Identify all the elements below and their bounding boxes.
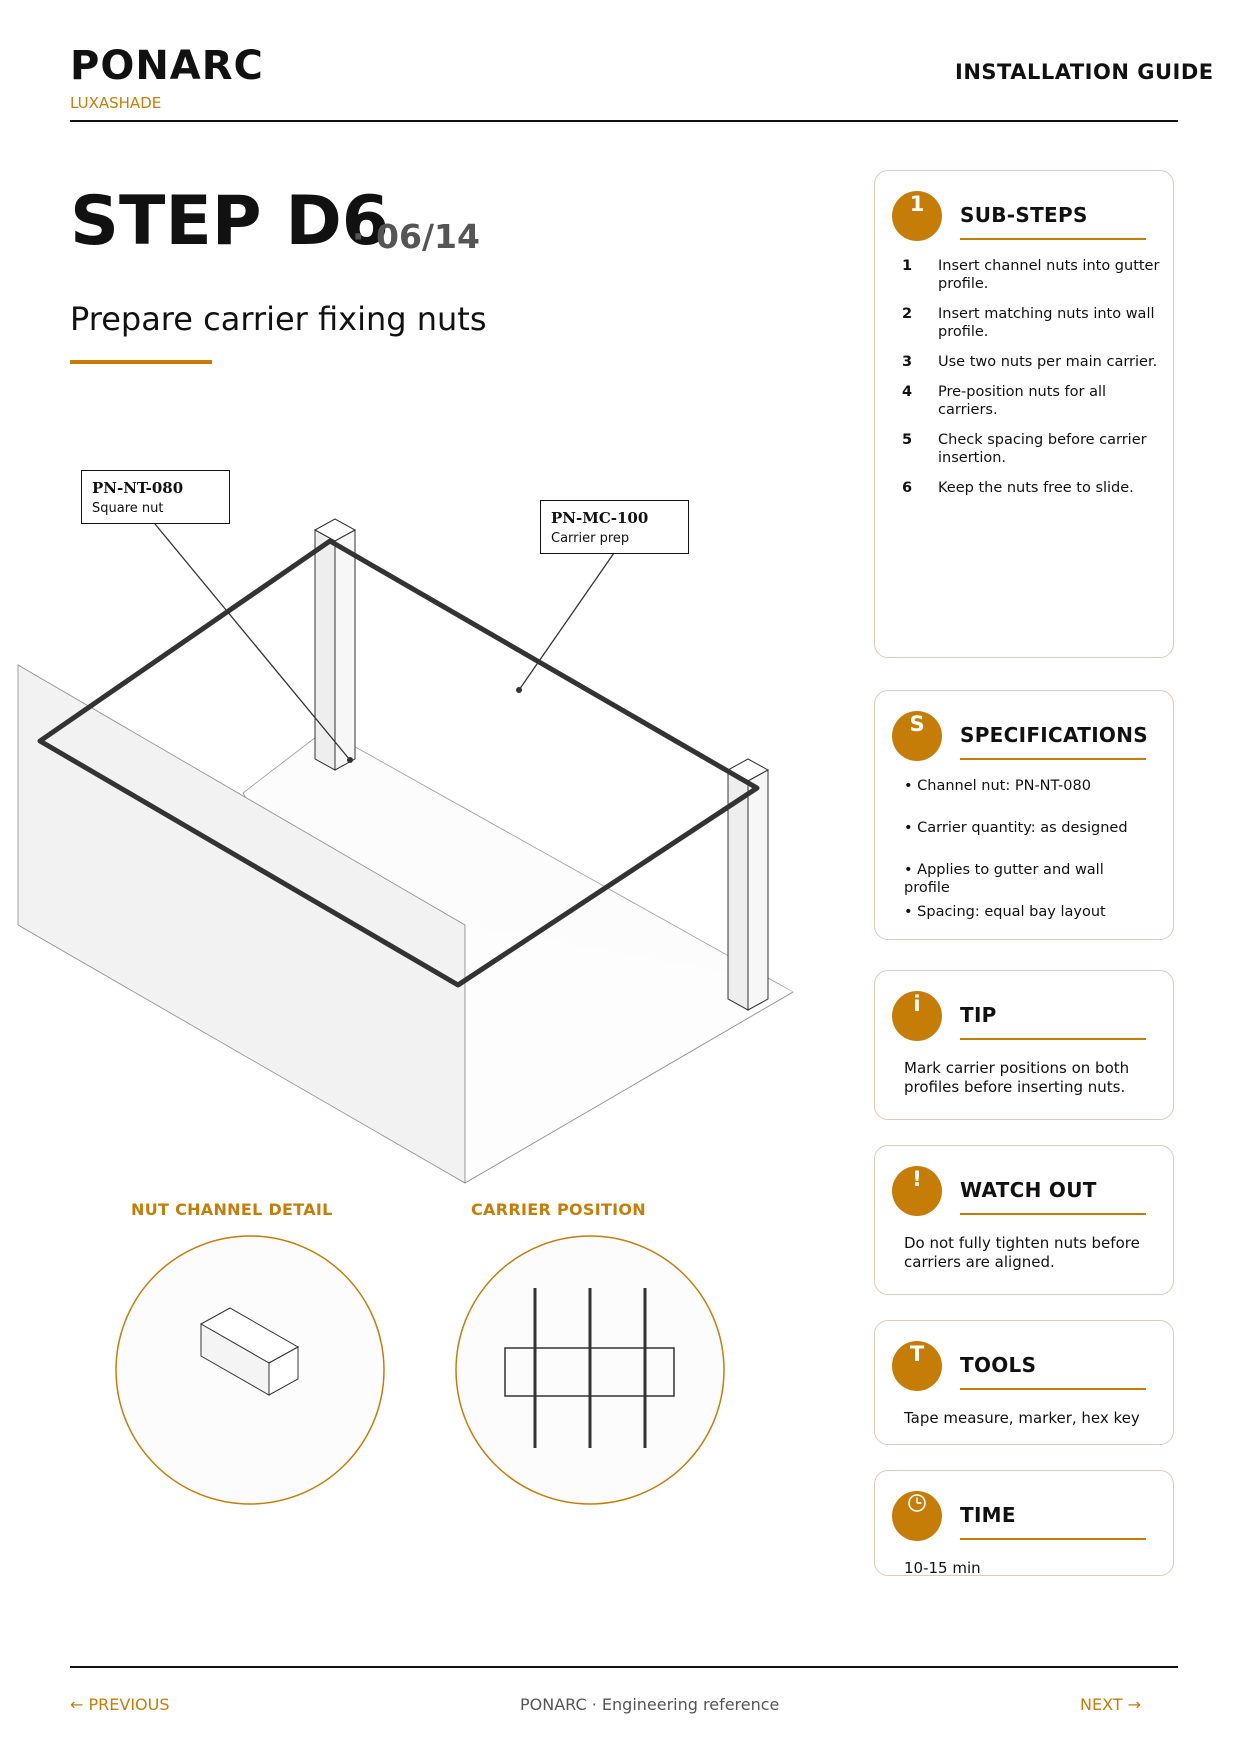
card-title: TIME <box>960 1503 1016 1527</box>
time-text: 10-15 min <box>904 1559 981 1577</box>
tip-text: Mark carrier positions on both profiles before inserting nuts. <box>904 1059 1130 1096</box>
callout-description: Carrier prep <box>551 531 630 546</box>
tools-icon: T <box>892 1341 942 1391</box>
time-card <box>874 1470 1174 1576</box>
card-title-underline <box>960 758 1146 760</box>
substep-number: 5 <box>902 432 913 448</box>
specifications-card <box>874 690 1174 940</box>
previous-link[interactable]: ← PREVIOUS <box>70 1695 170 1714</box>
list-item: • Spacing: equal bay layout <box>904 904 1106 920</box>
specifications-list <box>904 777 1154 921</box>
card-title: TIP <box>960 1003 997 1027</box>
tip-card <box>874 970 1174 1120</box>
step-subtitle: Prepare carrier fixing nuts <box>70 300 487 338</box>
list-item <box>902 431 1162 467</box>
card-title-underline <box>960 238 1146 240</box>
substep-text: Check spacing before carrier insertion. <box>938 432 1147 466</box>
carrier-position-detail <box>452 1232 728 1508</box>
callout-carrier-prep <box>540 500 689 554</box>
tools-card <box>874 1320 1174 1445</box>
brand-subtitle: LUXASHADE <box>70 94 162 112</box>
guide-label: INSTALLATION GUIDE <box>955 60 1214 84</box>
substep-text: Insert matching nuts into wall profile. <box>938 306 1155 340</box>
card-title-underline <box>960 1388 1146 1390</box>
card-title-underline <box>960 1538 1146 1540</box>
list-item <box>902 353 1162 371</box>
title-accent-bar <box>70 360 212 364</box>
substeps-list <box>902 257 1162 509</box>
substep-number: 3 <box>902 354 913 370</box>
back-post <box>315 519 355 770</box>
brand-name: PONARC <box>70 43 264 89</box>
specification-icon: S <box>892 711 942 761</box>
substep-number: 2 <box>902 306 913 322</box>
step-counter: · 06/14 <box>352 217 480 256</box>
step-title: STEP D6 <box>70 182 390 261</box>
list-item <box>902 479 1162 497</box>
list-item <box>902 257 1162 293</box>
substep-text: Keep the nuts free to slide. <box>938 480 1134 496</box>
step-number-icon: 1 <box>892 191 942 241</box>
list-item <box>902 383 1162 419</box>
callout-square-nut <box>81 470 230 524</box>
substep-text: Pre-position nuts for all carriers. <box>938 384 1107 418</box>
next-link[interactable]: NEXT → <box>1080 1695 1142 1714</box>
substep-text: Insert channel nuts into gutter profile. <box>938 258 1160 292</box>
nut-channel-detail-label: NUT CHANNEL DETAIL <box>131 1200 333 1219</box>
substep-number: 4 <box>902 384 913 400</box>
card-title-underline <box>960 1213 1146 1215</box>
clock-icon <box>892 1491 942 1541</box>
substeps-card <box>874 170 1174 658</box>
nut-channel-detail <box>112 1232 388 1508</box>
card-title: SPECIFICATIONS <box>960 723 1148 747</box>
card-title: TOOLS <box>960 1353 1037 1377</box>
card-title: SUB-STEPS <box>960 203 1088 227</box>
list-item: • Applies to gutter and wall profile <box>904 862 1104 896</box>
callout-code: PN-MC-100 <box>551 509 649 527</box>
brand-block <box>70 44 264 112</box>
list-item: • Carrier quantity: as designed <box>904 820 1128 836</box>
carrier-position-label: CARRIER POSITION <box>471 1200 647 1219</box>
tools-text: Tape measure, marker, hex key <box>904 1409 1140 1427</box>
header-divider <box>70 120 1178 122</box>
substep-number: 1 <box>902 258 913 274</box>
callout-description: Square nut <box>92 501 164 516</box>
watch-out-card <box>874 1145 1174 1295</box>
substep-text: Use two nuts per main carrier. <box>938 354 1158 370</box>
footer-reference: PONARC · Engineering reference <box>520 1695 780 1714</box>
callout-code: PN-NT-080 <box>92 479 184 497</box>
card-title-underline <box>960 1038 1146 1040</box>
substep-number: 6 <box>902 480 913 496</box>
card-title: WATCH OUT <box>960 1178 1097 1202</box>
list-item: • Channel nut: PN-NT-080 <box>904 778 1091 794</box>
warning-icon: ! <box>892 1166 942 1216</box>
watch-out-text: Do not fully tighten nuts before carriers are aligned. <box>904 1234 1140 1271</box>
wall-face-front <box>18 665 465 1183</box>
footer-divider <box>70 1666 1178 1668</box>
info-icon: i <box>892 991 942 1041</box>
list-item <box>902 305 1162 341</box>
